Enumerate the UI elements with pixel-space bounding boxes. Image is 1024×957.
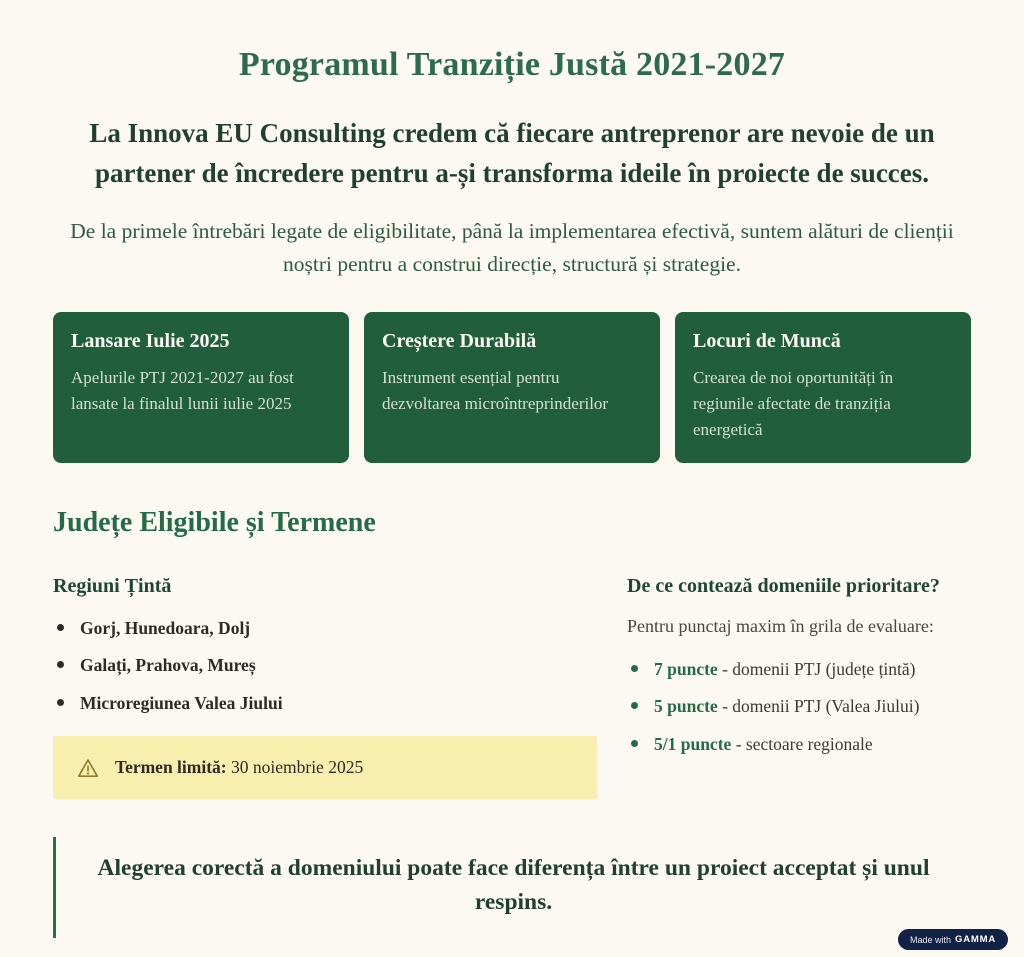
- card-locuri: [675, 312, 971, 463]
- card-crestere: [364, 312, 660, 463]
- intro-subtext: De la primele întrebări legate de eligibilitate, până la implementarea efectivă, suntem alături de clienții noștri pentru a construi direcție, structură și strategie.: [70, 219, 954, 276]
- list-item: Galați, Prahova, Mureș: [53, 653, 597, 678]
- badge-prefix: Made with: [910, 934, 952, 945]
- closing-quote: [53, 837, 971, 938]
- card-title: Creștere Durabilă: [382, 329, 537, 352]
- priority-intro: Pentru punctaj maxim în grila de evaluare:: [627, 615, 934, 636]
- section-heading: Județe Eligibile și Termene: [53, 506, 376, 538]
- regions-list: [53, 616, 597, 716]
- regions-heading: Regiuni Țintă: [53, 574, 172, 597]
- deadline-value: 30 noiembrie 2025: [231, 757, 364, 778]
- card-title: Lansare Iulie 2025: [71, 329, 230, 352]
- points-desc: - domenii PTJ (județe țintă): [722, 658, 916, 679]
- points-value: 5/1 puncte: [654, 733, 732, 754]
- deadline-text: [115, 757, 363, 778]
- list-item: Gorj, Hunedoara, Dolj: [53, 616, 597, 641]
- points-list: [627, 657, 971, 757]
- gamma-logo: GAMMA: [955, 934, 996, 945]
- made-with-gamma-badge[interactable]: [898, 929, 1008, 950]
- deadline-banner: [53, 736, 597, 799]
- priority-column: [627, 575, 971, 800]
- points-value: 5 puncte: [654, 696, 718, 717]
- closing-quote-text: Alegerea corectă a domeniului poate face diferența între un proiect acceptat și unul respins.: [97, 855, 930, 916]
- card-lansare: [53, 312, 349, 463]
- list-item: Microregiunea Valea Jiului: [53, 691, 597, 716]
- deadline-label: Termen limită:: [115, 757, 227, 778]
- priority-heading: De ce contează domeniile prioritare?: [627, 574, 940, 597]
- warning-triangle-icon: [77, 758, 99, 778]
- list-item: [627, 694, 971, 719]
- card-body: Instrument esențial pentru dezvoltarea microîntreprinderilor: [382, 367, 609, 413]
- points-value: 7 puncte: [654, 658, 718, 679]
- card-body: Apelurile PTJ 2021-2027 au fost lansate la finalul lunii iulie 2025: [71, 367, 294, 413]
- two-column-section: [53, 575, 971, 800]
- list-item: [627, 657, 971, 682]
- points-desc: - domenii PTJ (Valea Jiului): [722, 696, 920, 717]
- points-desc: - sectoare regionale: [735, 733, 873, 754]
- page-title: Programul Tranziție Justă 2021-2027: [238, 46, 786, 83]
- highlight-cards: [53, 312, 971, 463]
- card-title: Locuri de Muncă: [693, 329, 841, 352]
- card-body: Crearea de noi oportunități în regiunile afectate de tranziția energetică: [693, 367, 894, 439]
- intro-statement: La Innova EU Consulting credem că fiecare antreprenor are nevoie de un partener de încredere pentru a-și transforma ideile în proiecte de succes.: [89, 118, 935, 188]
- regions-column: [53, 575, 597, 800]
- list-item: [627, 732, 971, 757]
